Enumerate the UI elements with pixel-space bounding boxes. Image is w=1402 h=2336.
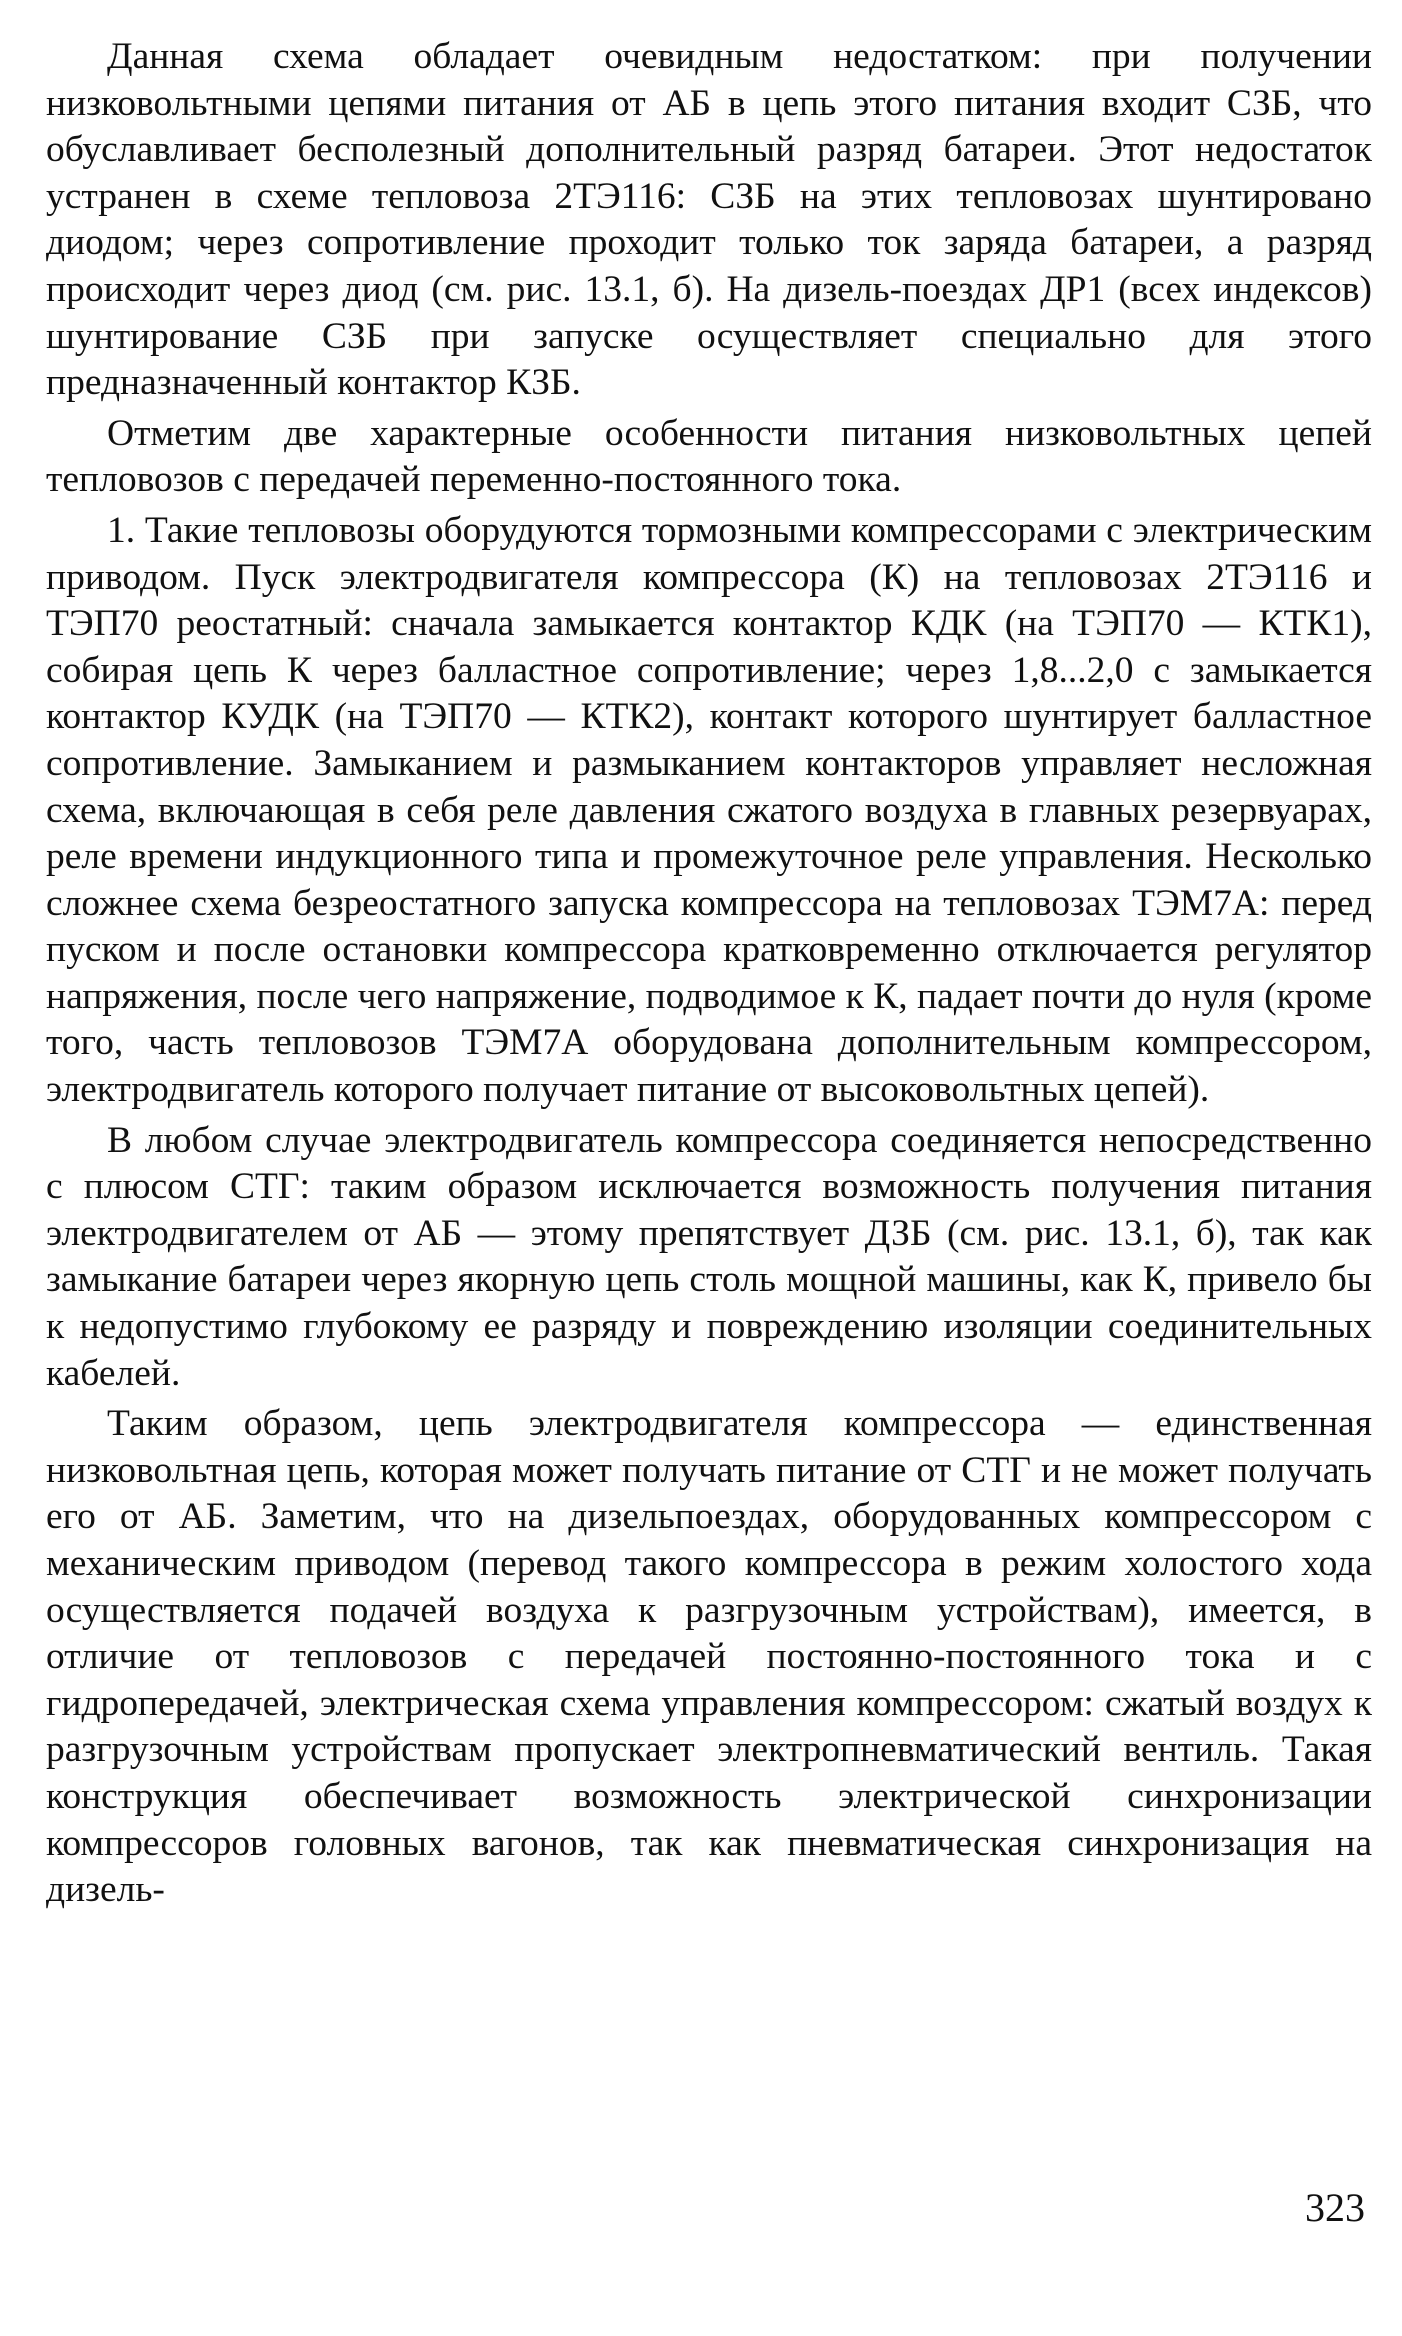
- paragraph-4: В любом случае электродвигатель компрессора соединяется непосредственно с плюсом СТГ: таким образом исключается возможность получения питания электродвигателем от АБ — этому препятствует ДЗБ (см. рис. 13.1, б), так как замыкание батареи через якорную цепь столь мощной машины, как К, привело бы к недопустимо глубокому ее разряду и повреждению изоляции соединительных кабелей.: [46, 1119, 1372, 1394]
- paragraph-2: Отметим две характерные особенности питания низковольтных цепей тепловозов с передачей переменно-постоянного тока.: [46, 412, 1372, 501]
- paragraph-5: Таким образом, цепь электродвигателя компрессора — единственная низковольтная цепь, которая может получать питание от СТГ и не может получать его от АБ. Заметим, что на дизельпоездах, оборудованных компрессором с механическим приводом (перевод такого компрессора в режим холостого хода осуществляется подачей воздуха к разгрузочным устройствам), имеется, в отличие от тепловозов с передачей постоянно-постоянного тока и с гидропередачей, электрическая схема управления компрессором: сжатый воздух к разгрузочным устройствам пропускает электропневматический вентиль. Такая конструкция обеспечивает возможность электрической синхронизации компрессоров головных вагонов, так как пневматическая синхронизация на дизель-: [46, 1403, 1372, 1911]
- body-text: [46, 34, 1372, 1914]
- paragraph-1: Данная схема обладает очевидным недостатком: при получении низковольтными цепями питания от АБ в цепь этого питания входит СЗБ, что обуславливает бесполезный дополнительный разряд батареи. Этот недостаток устранен в схеме тепловоза 2ТЭ116: СЗБ на этих тепловозах шунтировано диодом; через сопротивление проходит только ток заряда батареи, а разряд происходит через диод (см. рис. 13.1, б). На дизель-поездах ДР1 (всех индексов) шунтирование СЗБ при запуске осуществляет специально для этого предназначенный контактор КЗБ.: [46, 36, 1372, 404]
- paragraph-3: 1. Такие тепловозы оборудуются тормозными компрессорами с электрическим приводом. Пуск электродвигателя компрессора (К) на тепловозах 2ТЭ116 и ТЭП70 реостатный: сначала замыкается контактор КДК (на ТЭП70 — КТК1), собирая цепь К через балластное сопротивление; через 1,8...2,0 с замыкается контактор КУДК (на ТЭП70 — КТК2), контакт которого шунтирует балластное сопротивление. Замыканием и размыканием контакторов управляет несложная схема, включающая в себя реле давления сжатого воздуха в главных резервуарах, реле времени индукционного типа и промежуточное реле управления. Несколько сложнее схема безреостатного запуска компрессора на тепловозах ТЭМ7А: перед пуском и после остановки компрессора кратковременно отключается регулятор напряжения, после чего напряжение, подводимое к К, падает почти до нуля (кроме того, часть тепловозов ТЭМ7А оборудована дополнительным компрессором, электродвигатель которого получает питание от высоковольтных цепей).: [46, 509, 1372, 1111]
- page-number: 323: [1305, 2185, 1365, 2230]
